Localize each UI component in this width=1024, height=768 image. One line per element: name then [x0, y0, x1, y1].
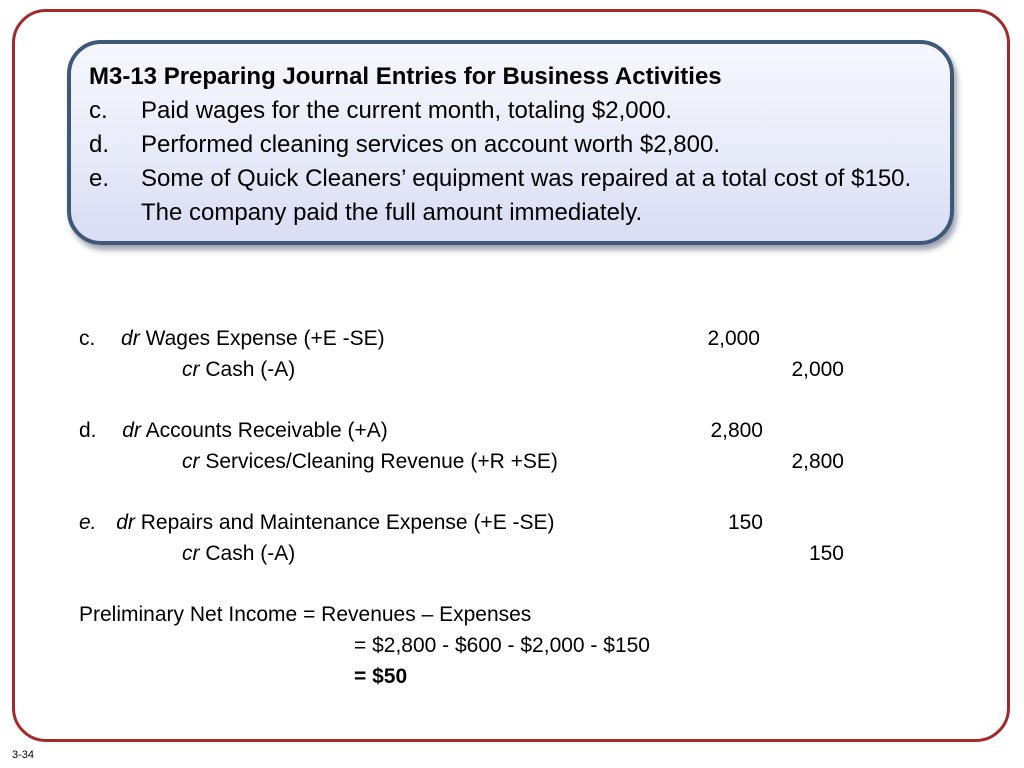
debit-account: Wages Expense (+E -SE) [145, 327, 385, 350]
problem-title: M3-13 Preparing Journal Entries for Business Activities [89, 63, 722, 90]
net-income-formula: Preliminary Net Income = Revenues – Expenses [79, 603, 532, 626]
entry-label: d. [79, 419, 97, 442]
entry-d-debit-amount: 2,800 [710, 419, 763, 442]
debit-prefix: dr [116, 511, 135, 534]
entry-c-debit [79, 326, 385, 351]
net-income-calculation: = $2,800 - $600 - $2,000 - $150 [354, 634, 650, 657]
problem-item-d [89, 128, 949, 162]
item-letter: e. [89, 165, 110, 192]
debit-account: Accounts Receivable (+A) [145, 419, 388, 442]
entry-d-credit-amount: 2,800 [791, 450, 844, 473]
entry-c-debit-amount: 2,000 [707, 327, 760, 350]
problem-item-e [89, 162, 949, 230]
net-income-result: = $50 [354, 665, 408, 688]
entry-c-credit-amount: 2,000 [791, 358, 844, 381]
credit-account: Cash (-A) [205, 542, 296, 565]
credit-account: Services/Cleaning Revenue (+R +SE) [205, 450, 558, 473]
entry-c-credit [182, 357, 295, 382]
item-text: Performed cleaning services on account worth $2,800. [141, 131, 720, 158]
entry-e-debit-amount: 150 [727, 511, 763, 534]
problem-callout [89, 60, 949, 230]
entry-d-debit [79, 418, 388, 443]
entry-e-credit [182, 541, 295, 566]
entry-label: c. [79, 327, 96, 350]
item-letter: c. [89, 97, 108, 124]
slide-number: 3-34 [12, 749, 35, 761]
entry-e-debit [79, 510, 555, 535]
debit-prefix: dr [122, 419, 141, 442]
item-text: Paid wages for the current month, totaling $2,000. [141, 97, 672, 124]
entry-e-credit-amount: 150 [808, 542, 844, 565]
credit-account: Cash (-A) [205, 358, 296, 381]
debit-prefix: dr [121, 327, 140, 350]
entry-d-credit [182, 449, 558, 474]
credit-prefix: cr [182, 358, 200, 381]
entry-label: e. [79, 511, 97, 534]
item-text: Some of Quick Cleaners’ equipment was repaired at a total cost of $150. The company paid the full amount immediately. [141, 165, 912, 226]
item-letter: d. [89, 131, 110, 158]
credit-prefix: cr [182, 450, 200, 473]
debit-account: Repairs and Maintenance Expense (+E -SE) [140, 511, 555, 534]
problem-item-c [89, 94, 949, 128]
credit-prefix: cr [182, 542, 200, 565]
